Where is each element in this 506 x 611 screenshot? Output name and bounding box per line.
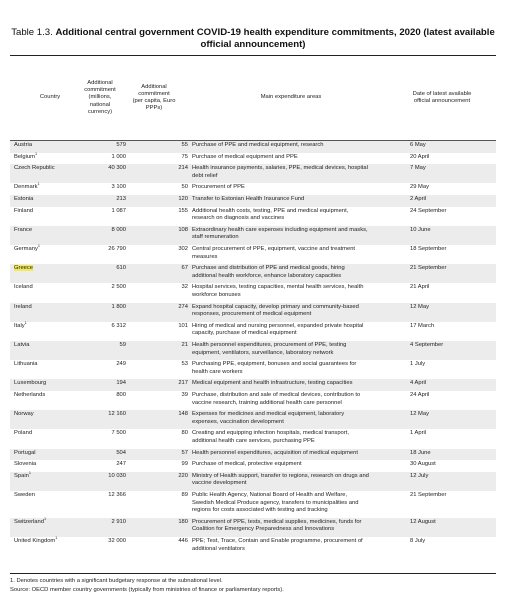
expenditure-areas-cell (192, 392, 404, 407)
commitment-cell: 7 500 (111, 430, 126, 437)
table-row (10, 429, 496, 448)
table-row (10, 391, 496, 410)
announcement-date-cell: 21 September (410, 492, 447, 498)
expenditure-areas-cell (192, 265, 404, 280)
country-cell: Poland (14, 430, 33, 437)
table-title (10, 27, 496, 51)
commitment-cell: 12 366 (108, 492, 126, 498)
per-capita-cell: 80 (181, 430, 188, 437)
announcement-date-cell: 24 September (410, 207, 447, 214)
expenditure-line: Purchasing PPE, equipment, bonuses and social guarantees for (192, 361, 357, 368)
footnote-marker: 1 (24, 320, 27, 325)
table-row (10, 537, 496, 556)
country-cell: United Kingdom$^1$ (14, 536, 58, 544)
expenditure-areas-cell (192, 284, 404, 299)
expenditure-line: measures (192, 253, 218, 260)
expenditure-line: Public Health Agency, National Board of Health and Welfare, (192, 492, 348, 498)
per-capita-cell: 53 (181, 361, 188, 368)
expenditure-areas-cell (192, 473, 404, 488)
country-cell: Greece (14, 265, 34, 272)
header-date: Date of latest available official announcement (412, 90, 472, 104)
per-capita-cell: 148 (178, 411, 188, 418)
header-commitment: Additional commitment (millions, national currency) (84, 79, 116, 115)
footnote-marker: 1 (55, 536, 58, 541)
expenditure-line: Medical equipment and health infrastructure, testing capacities (192, 380, 353, 387)
per-capita-cell: 217 (178, 380, 188, 387)
announcement-date-cell: 1 April (410, 430, 427, 437)
announcement-date-cell: 18 September (410, 246, 447, 252)
table-row (10, 449, 496, 461)
expenditure-line: Extraordinary health care expenses including equipment and masks, (192, 226, 368, 233)
expenditure-line: research on diagnosis and vaccines (192, 215, 285, 222)
announcement-date-cell: 30 August (410, 461, 436, 468)
expenditure-line: workforce bonuses (192, 291, 241, 298)
commitment-cell: 32 000 (108, 538, 126, 544)
expenditure-areas-cell (192, 323, 404, 338)
expenditure-areas-cell (192, 411, 404, 426)
per-capita-cell: 89 (181, 492, 188, 498)
expenditure-line: Hiring of medical and nursing personnel, expanded private hospital (192, 322, 364, 329)
country-cell: Italy$^1$ (14, 320, 27, 329)
footnote-marker: 1 (43, 516, 47, 521)
announcement-date-cell: 17 March (410, 322, 435, 329)
country-cell: Germany$^1$ (14, 244, 40, 252)
expenditure-line: additional health workforce, enhance laboratory capacities (192, 272, 342, 279)
expenditure-line: vaccine development (192, 480, 247, 487)
expenditure-line: regions for costs associated with testing and tracking (192, 507, 328, 514)
commitment-cell: 194 (116, 380, 126, 387)
country-cell: Lithuania (14, 361, 38, 368)
country-cell: Switzerland$^1$ (14, 516, 47, 525)
expenditure-line: Central procurement of PPE, equipment, vaccine and treatment (192, 246, 356, 252)
expenditure-line: Health insurance payments, salaries, PPE, medical devices, hospital (192, 165, 368, 172)
footnote-marker: 1 (37, 182, 40, 187)
expenditure-line: Purchase and distribution of PPE and medical goods, hiring (192, 265, 345, 272)
announcement-date-cell: 10 June (410, 226, 431, 233)
country-cell: Denmark$^1$ (14, 182, 40, 191)
country-cell: France (14, 226, 33, 233)
expenditure-line: Creating and equipping infection hospitals, medical transport, (192, 430, 349, 437)
table-row (10, 226, 496, 245)
commitment-cell: 579 (116, 142, 126, 148)
country-cell: Portugal (14, 449, 36, 456)
announcement-date-cell: 12 May (410, 411, 430, 418)
country-cell: Sweden (14, 492, 35, 498)
expenditure-areas-cell (192, 154, 404, 162)
header-per-capita: Additional commitment (per capita, Euro PPPs) (132, 83, 176, 112)
expenditure-line: Health personnel expenditures, procurement of PPE, testing (192, 342, 347, 348)
announcement-date-cell: 21 April (410, 284, 430, 291)
country-cell: Spain$^1$ (14, 470, 31, 479)
expenditure-line: Hospital services, testing capacities, mental health services, health (192, 284, 364, 291)
expenditure-line: Swedish Medical Produce agency, transfers to municipalities and (192, 499, 359, 506)
country-cell: Austria (14, 142, 33, 148)
table-notes (10, 577, 496, 595)
per-capita-cell: 57 (181, 449, 188, 456)
country-cell: Luxembourg (14, 380, 47, 387)
country-cell: Iceland (14, 284, 33, 291)
per-capita-cell: 39 (181, 392, 188, 398)
announcement-date-cell: 6 May (410, 142, 426, 148)
expenditure-areas-cell (192, 142, 404, 150)
expenditure-line: PPE; Test, Trace, Contain and Enable programme, procurement of (192, 538, 363, 544)
commitment-cell: 2 500 (111, 284, 126, 291)
per-capita-cell: 67 (181, 265, 188, 272)
country-cell: Finland (14, 207, 34, 214)
table-title-text: Additional central government COVID-19 health expenditure commitments, 2020 (latest available official announcement) (55, 27, 495, 50)
expenditure-line: Ministry of Health support, transfer to regions, research on drugs and (192, 472, 369, 479)
per-capita-cell: 220 (178, 472, 188, 479)
expenditure-line: additional ventilators (192, 545, 245, 552)
per-capita-cell: 108 (178, 226, 188, 233)
table-row (10, 460, 496, 472)
expenditure-line: Health personnel expenditures, acquisition of medical equipment (192, 449, 358, 456)
source-note: Source: OECD member country governments (typically from ministries of finance or parliamentary reports). (10, 587, 284, 593)
announcement-date-cell: 12 May (410, 303, 430, 310)
expenditure-line: additional health care services, purchasing PPE (192, 437, 315, 444)
footnote-marker: 1 (34, 151, 38, 156)
expenditure-line: Procurement of PPE, tests, medical supplies, medicines, funds for (192, 518, 362, 525)
expenditure-areas-cell (192, 519, 404, 534)
commitment-cell: 249 (116, 361, 126, 368)
commitment-cell: 6 312 (111, 322, 126, 329)
expenditure-areas-cell (192, 196, 404, 204)
commitment-cell: 2 910 (111, 518, 126, 525)
table-row (10, 379, 496, 391)
per-capita-cell: 55 (181, 142, 188, 148)
expenditure-areas-cell (192, 165, 404, 180)
footnote-marker: 1 (28, 470, 31, 475)
announcement-date-cell: 21 September (410, 265, 447, 272)
announcement-date-cell: 12 July (410, 472, 429, 479)
announcement-date-cell: 20 April (410, 153, 430, 160)
per-capita-cell: 180 (178, 518, 188, 525)
commitment-cell: 40 300 (108, 165, 126, 172)
expenditure-line: debt relief (192, 172, 218, 179)
announcement-date-cell: 8 July (410, 538, 426, 544)
expenditure-areas-cell (192, 361, 404, 376)
table-row (10, 164, 496, 183)
per-capita-cell: 21 (181, 342, 188, 348)
per-capita-cell: 32 (181, 284, 188, 291)
table-row (10, 264, 496, 283)
commitment-cell: 10 030 (108, 472, 126, 479)
expenditure-areas-cell (192, 304, 404, 319)
per-capita-cell: 101 (178, 322, 188, 329)
per-capita-cell: 99 (181, 461, 188, 468)
announcement-date-cell: 18 June (410, 449, 431, 456)
per-capita-cell: 120 (178, 196, 188, 202)
announcement-date-cell: 12 August (410, 518, 436, 525)
expenditure-areas-cell (192, 208, 404, 223)
country-cell: Belgium$^1$ (14, 151, 38, 160)
expenditure-areas-cell (192, 380, 404, 388)
commitment-cell: 800 (116, 392, 126, 398)
header-expenditure-areas: Main expenditure areas (260, 94, 322, 101)
country-cell: Estonia (14, 196, 34, 202)
expenditure-line: equipment, ventilators, surveillance, laboratory network (192, 349, 334, 356)
expenditure-line: staff remuneration (192, 234, 239, 241)
per-capita-cell: 75 (181, 153, 188, 160)
commitment-cell: 247 (116, 461, 126, 468)
country-cell: Ireland (14, 303, 32, 310)
commitment-cell: 8 000 (111, 226, 126, 233)
commitment-cell: 12 160 (108, 411, 126, 418)
table-row (10, 322, 496, 341)
expenditure-areas-cell (192, 450, 404, 458)
expenditure-line: Procurement of PPE (192, 184, 245, 191)
table-row (10, 491, 496, 518)
table-row (10, 195, 496, 207)
announcement-date-cell: 4 April (410, 380, 427, 387)
commitment-cell: 504 (116, 449, 126, 456)
footnote: 1. Denotes countries with a significant budgetary response at the subnational level. (10, 578, 223, 584)
commitment-cell: 1 800 (111, 303, 126, 310)
country-cell: Netherlands (14, 392, 46, 398)
per-capita-cell: 50 (181, 184, 188, 191)
expenditure-line: Expand hospital capacity, develop primary and community-based (192, 303, 359, 310)
expenditure-line: capacity, purchase of medical equipment (192, 330, 297, 337)
table-row (10, 341, 496, 360)
table-row (10, 141, 496, 153)
per-capita-cell: 214 (178, 165, 188, 172)
expenditure-line: Additional health costs, testing, PPE and medical equipment, (192, 207, 349, 214)
per-capita-cell: 446 (178, 538, 188, 544)
table-number: Table 1.3. (11, 27, 53, 38)
commitment-cell: 1 087 (111, 207, 126, 214)
table-row (10, 283, 496, 302)
expenditure-areas-cell (192, 246, 404, 261)
commitment-cell: 26 790 (108, 246, 126, 252)
expenditure-areas-cell (192, 430, 404, 445)
country-cell: Latvia (14, 342, 30, 348)
expenditure-line: responses, procurement of medical equipment (192, 311, 312, 318)
expenditure-line: Coalition for Emergency Preparedness and Innovations (192, 526, 335, 533)
table-row (10, 207, 496, 226)
commitment-cell: 59 (119, 342, 126, 348)
announcement-date-cell: 1 July (410, 361, 426, 368)
expenditure-line: Purchase, distribution and sale of medical devices, contribution to (192, 392, 361, 398)
commitment-cell: 610 (116, 265, 126, 272)
per-capita-cell: 274 (178, 303, 188, 310)
country-cell: Norway (14, 411, 34, 418)
header-country: Country (39, 94, 61, 101)
expenditure-line: vaccine research, training additional health care personnel (192, 399, 342, 406)
expenditure-areas-cell (192, 538, 404, 553)
expenditure-line: Purchase of medical, protective equipment (192, 461, 302, 468)
per-capita-cell: 302 (178, 246, 188, 252)
country-cell: Slovenia (14, 461, 37, 468)
commitment-cell: 1 000 (111, 153, 126, 160)
table-row (10, 518, 496, 537)
footnote-marker: 1 (37, 244, 40, 249)
country-cell: Czech Republic (14, 165, 55, 172)
table-row (10, 183, 496, 195)
per-capita-cell: 155 (178, 207, 188, 214)
expenditure-areas-cell (192, 461, 404, 469)
expenditure-line: health care workers (192, 368, 243, 375)
expenditure-areas-cell (192, 184, 404, 192)
commitment-cell: 3 100 (111, 184, 126, 191)
expenditure-line: Expenses for medicines and medical equipment, laboratory (192, 411, 345, 418)
announcement-date-cell: 29 May (410, 184, 430, 191)
announcement-date-cell: 2 April (410, 196, 427, 202)
expenditure-areas-cell (192, 492, 404, 515)
table-row (10, 410, 496, 429)
expenditure-line: Transfer to Estonian Health Insurance Fund (192, 196, 305, 202)
announcement-date-cell: 24 April (410, 392, 430, 398)
commitment-cell: 213 (116, 196, 126, 202)
table-row (10, 153, 496, 165)
expenditure-areas-cell (192, 227, 404, 242)
announcement-date-cell: 4 September (410, 342, 444, 348)
bottom-rule (10, 573, 496, 574)
expenditure-line: expenses, vaccination development (192, 418, 284, 425)
table-row (10, 245, 496, 264)
table-row (10, 472, 496, 491)
expenditure-line: Purchase of medical equipment and PPE (192, 153, 298, 160)
announcement-date-cell: 7 May (410, 165, 426, 172)
table-row (10, 360, 496, 379)
expenditure-line: Purchase of PPE and medical equipment, research (192, 142, 324, 148)
expenditure-areas-cell (192, 342, 404, 357)
table-row (10, 303, 496, 322)
